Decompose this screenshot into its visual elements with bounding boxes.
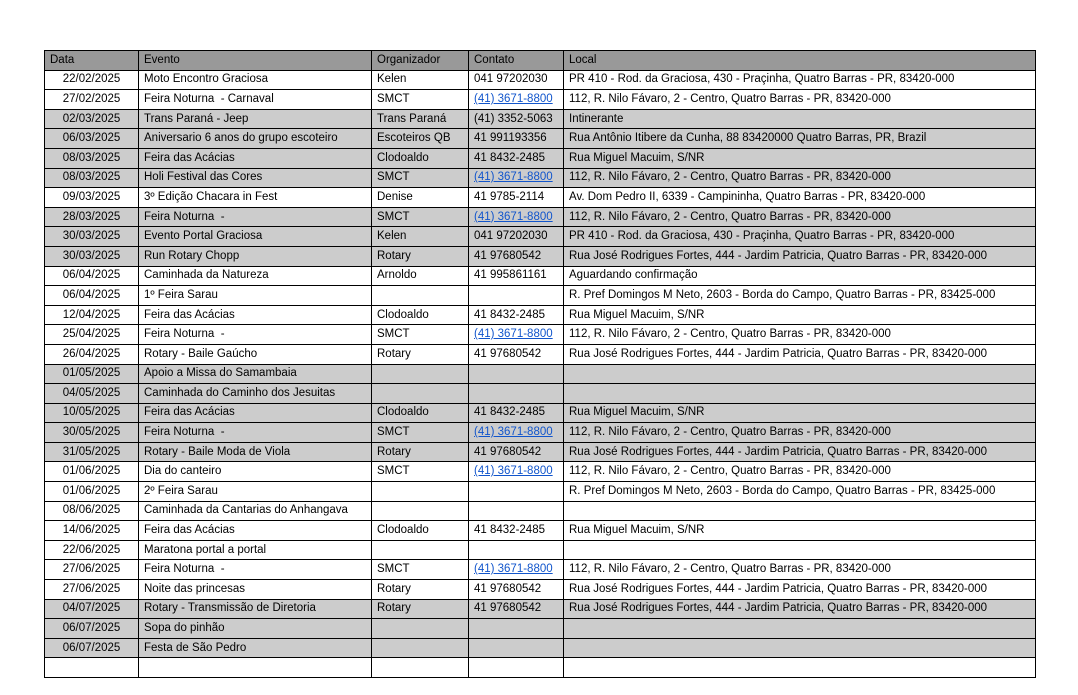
location-cell: Rua Miguel Macuim, S/NR: [564, 148, 1036, 168]
location-cell: [564, 619, 1036, 639]
date-cell: 06/04/2025: [45, 286, 139, 306]
table-row: [45, 70, 1036, 90]
event-cell: Rotary - Baile Moda de Viola: [139, 442, 372, 462]
event-cell: Caminhada do Caminho dos Jesuitas: [139, 384, 372, 404]
contact-cell: [469, 325, 564, 345]
event-cell: 3º Edição Chacara in Fest: [139, 188, 372, 208]
table-row: [45, 325, 1036, 345]
contact-cell: [469, 384, 564, 404]
date-cell: 08/06/2025: [45, 501, 139, 521]
event-cell: Rotary - Transmissão de Diretoria: [139, 599, 372, 619]
date-cell: 27/02/2025: [45, 90, 139, 110]
contact-cell: (41) 3352-5063: [469, 109, 564, 129]
header-evento: Evento: [139, 51, 372, 71]
table-row: [45, 364, 1036, 384]
organizer-cell: SMCT: [372, 325, 469, 345]
organizer-cell: Denise: [372, 188, 469, 208]
table-row: [45, 658, 1036, 678]
table-row: [45, 148, 1036, 168]
location-cell: [564, 501, 1036, 521]
events-table-body: [45, 70, 1036, 677]
table-row: [45, 246, 1036, 266]
table-row: [45, 560, 1036, 580]
organizer-cell: Rotary: [372, 344, 469, 364]
organizer-cell: Rotary: [372, 599, 469, 619]
date-cell: 30/05/2025: [45, 423, 139, 443]
date-cell: 25/04/2025: [45, 325, 139, 345]
event-cell: Apoio a Missa do Samambaia: [139, 364, 372, 384]
contact-cell: 41 8432-2485: [469, 521, 564, 541]
organizer-cell: SMCT: [372, 207, 469, 227]
event-cell: Feira Noturna -: [139, 325, 372, 345]
table-row: [45, 188, 1036, 208]
date-cell: 06/07/2025: [45, 638, 139, 658]
contact-cell: [469, 638, 564, 658]
event-cell: Sopa do pinhão: [139, 619, 372, 639]
date-cell: 08/03/2025: [45, 168, 139, 188]
event-cell: Feira das Acácias: [139, 305, 372, 325]
contact-cell: [469, 462, 564, 482]
event-cell: Moto Encontro Graciosa: [139, 70, 372, 90]
organizer-cell: SMCT: [372, 90, 469, 110]
table-row: [45, 580, 1036, 600]
table-row: [45, 90, 1036, 110]
event-cell: Feira Noturna - Carnaval: [139, 90, 372, 110]
event-cell: Rotary - Baile Gaúcho: [139, 344, 372, 364]
location-cell: [564, 540, 1036, 560]
date-cell: 31/05/2025: [45, 442, 139, 462]
contact-cell: 041 97202030: [469, 227, 564, 247]
location-cell: 112, R. Nilo Fávaro, 2 - Centro, Quatro Barras - PR, 83420-000: [564, 207, 1036, 227]
phone-link[interactable]: (41) 3671-8800: [474, 171, 553, 184]
table-row: [45, 129, 1036, 149]
contact-cell: [469, 501, 564, 521]
date-cell: 30/03/2025: [45, 246, 139, 266]
organizer-cell: [372, 658, 469, 678]
location-cell: 112, R. Nilo Fávaro, 2 - Centro, Quatro Barras - PR, 83420-000: [564, 462, 1036, 482]
organizer-cell: Arnoldo: [372, 266, 469, 286]
date-cell: 22/02/2025: [45, 70, 139, 90]
location-cell: Rua Antônio Itibere da Cunha, 88 83420000 Quatro Barras, PR, Brazil: [564, 129, 1036, 149]
table-row: [45, 344, 1036, 364]
table-row: [45, 619, 1036, 639]
contact-cell: 41 8432-2485: [469, 148, 564, 168]
date-cell: 01/06/2025: [45, 462, 139, 482]
contact-cell: [469, 560, 564, 580]
date-cell: 04/07/2025: [45, 599, 139, 619]
organizer-cell: Rotary: [372, 246, 469, 266]
organizer-cell: Escoteiros QB: [372, 129, 469, 149]
table-row: [45, 501, 1036, 521]
event-cell: Trans Paraná - Jeep: [139, 109, 372, 129]
location-cell: 112, R. Nilo Fávaro, 2 - Centro, Quatro Barras - PR, 83420-000: [564, 325, 1036, 345]
date-cell: 09/03/2025: [45, 188, 139, 208]
date-cell: 01/06/2025: [45, 482, 139, 502]
contact-cell: 41 97680542: [469, 246, 564, 266]
organizer-cell: [372, 540, 469, 560]
event-cell: Caminhada da Natureza: [139, 266, 372, 286]
location-cell: Intinerante: [564, 109, 1036, 129]
table-row: [45, 384, 1036, 404]
date-cell: 10/05/2025: [45, 403, 139, 423]
contact-cell: 41 9785-2114: [469, 188, 564, 208]
date-cell: 02/03/2025: [45, 109, 139, 129]
phone-link[interactable]: (41) 3671-8800: [474, 328, 553, 341]
table-row: [45, 599, 1036, 619]
contact-cell: [469, 540, 564, 560]
location-cell: Rua Miguel Macuim, S/NR: [564, 521, 1036, 541]
header-contato: Contato: [469, 51, 564, 71]
contact-cell: [469, 482, 564, 502]
contact-cell: [469, 207, 564, 227]
phone-link[interactable]: (41) 3671-8800: [474, 210, 553, 223]
date-cell: 28/03/2025: [45, 207, 139, 227]
organizer-cell: SMCT: [372, 462, 469, 482]
contact-cell: [469, 658, 564, 678]
phone-link[interactable]: (41) 3671-8800: [474, 465, 553, 478]
contact-cell: [469, 286, 564, 306]
organizer-cell: [372, 364, 469, 384]
contact-cell: 41 991193356: [469, 129, 564, 149]
contact-cell: 41 97680542: [469, 442, 564, 462]
table-row: [45, 462, 1036, 482]
table-row: [45, 286, 1036, 306]
table-row: [45, 266, 1036, 286]
contact-cell: 041 97202030: [469, 70, 564, 90]
header-local: Local: [564, 51, 1036, 71]
date-cell: 27/06/2025: [45, 560, 139, 580]
contact-cell: 41 97680542: [469, 599, 564, 619]
event-cell: [139, 658, 372, 678]
date-cell: 14/06/2025: [45, 521, 139, 541]
organizer-cell: [372, 384, 469, 404]
location-cell: PR 410 - Rod. da Graciosa, 430 - Praçinha, Quatro Barras - PR, 83420-000: [564, 227, 1036, 247]
date-cell: [45, 658, 139, 678]
table-header-row: [45, 51, 1036, 71]
location-cell: 112, R. Nilo Fávaro, 2 - Centro, Quatro Barras - PR, 83420-000: [564, 90, 1036, 110]
contact-cell: 41 8432-2485: [469, 403, 564, 423]
event-cell: Evento Portal Graciosa: [139, 227, 372, 247]
table-row: [45, 638, 1036, 658]
organizer-cell: SMCT: [372, 560, 469, 580]
event-cell: Feira Noturna -: [139, 207, 372, 227]
contact-cell: 41 97680542: [469, 580, 564, 600]
organizer-cell: [372, 482, 469, 502]
location-cell: Rua José Rodrigues Fortes, 444 - Jardim Patricia, Quatro Barras - PR, 83420-000: [564, 580, 1036, 600]
event-cell: Run Rotary Chopp: [139, 246, 372, 266]
organizer-cell: SMCT: [372, 423, 469, 443]
event-cell: Maratona portal a portal: [139, 540, 372, 560]
table-row: [45, 227, 1036, 247]
table-row: [45, 482, 1036, 502]
event-cell: Feira das Acácias: [139, 403, 372, 423]
location-cell: 112, R. Nilo Fávaro, 2 - Centro, Quatro Barras - PR, 83420-000: [564, 168, 1036, 188]
table-row: [45, 423, 1036, 443]
date-cell: 08/03/2025: [45, 148, 139, 168]
organizer-cell: [372, 619, 469, 639]
date-cell: 26/04/2025: [45, 344, 139, 364]
table-row: [45, 168, 1036, 188]
location-cell: 112, R. Nilo Fávaro, 2 - Centro, Quatro Barras - PR, 83420-000: [564, 423, 1036, 443]
organizer-cell: Clodoaldo: [372, 403, 469, 423]
table-row: [45, 442, 1036, 462]
event-cell: Aniversario 6 anos do grupo escoteiro: [139, 129, 372, 149]
table-row: [45, 540, 1036, 560]
organizer-cell: Kelen: [372, 227, 469, 247]
location-cell: PR 410 - Rod. da Graciosa, 430 - Praçinha, Quatro Barras - PR, 83420-000: [564, 70, 1036, 90]
organizer-cell: SMCT: [372, 168, 469, 188]
organizer-cell: Rotary: [372, 580, 469, 600]
organizer-cell: Clodoaldo: [372, 148, 469, 168]
contact-cell: [469, 423, 564, 443]
date-cell: 27/06/2025: [45, 580, 139, 600]
event-cell: 1º Feira Sarau: [139, 286, 372, 306]
location-cell: Av. Dom Pedro II, 6339 - Campininha, Quatro Barras - PR, 83420-000: [564, 188, 1036, 208]
event-cell: Noite das princesas: [139, 580, 372, 600]
location-cell: 112, R. Nilo Fávaro, 2 - Centro, Quatro Barras - PR, 83420-000: [564, 560, 1036, 580]
event-cell: Dia do canteiro: [139, 462, 372, 482]
date-cell: 06/07/2025: [45, 619, 139, 639]
phone-link[interactable]: (41) 3671-8800: [474, 92, 553, 105]
organizer-cell: [372, 638, 469, 658]
table-row: [45, 403, 1036, 423]
location-cell: Rua José Rodrigues Fortes, 444 - Jardim Patricia, Quatro Barras - PR, 83420-000: [564, 344, 1036, 364]
location-cell: Rua Miguel Macuim, S/NR: [564, 403, 1036, 423]
contact-cell: 41 8432-2485: [469, 305, 564, 325]
organizer-cell: Kelen: [372, 70, 469, 90]
table-row: [45, 521, 1036, 541]
events-table: [44, 50, 1036, 678]
organizer-cell: Rotary: [372, 442, 469, 462]
event-cell: Feira das Acácias: [139, 148, 372, 168]
event-cell: Caminhada da Cantarias do Anhangava: [139, 501, 372, 521]
location-cell: Rua José Rodrigues Fortes, 444 - Jardim Patricia, Quatro Barras - PR, 83420-000: [564, 599, 1036, 619]
contact-cell: [469, 619, 564, 639]
organizer-cell: Clodoaldo: [372, 305, 469, 325]
organizer-cell: Clodoaldo: [372, 521, 469, 541]
table-row: [45, 109, 1036, 129]
organizer-cell: [372, 286, 469, 306]
contact-cell: [469, 168, 564, 188]
header-data: Data: [45, 51, 139, 71]
location-cell: R. Pref Domingos M Neto, 2603 - Borda do Campo, Quatro Barras - PR, 83425-000: [564, 286, 1036, 306]
date-cell: 12/04/2025: [45, 305, 139, 325]
event-cell: Feira Noturna -: [139, 423, 372, 443]
date-cell: 22/06/2025: [45, 540, 139, 560]
location-cell: [564, 638, 1036, 658]
header-organizador: Organizador: [372, 51, 469, 71]
event-cell: Feira Noturna -: [139, 560, 372, 580]
location-cell: [564, 364, 1036, 384]
phone-link[interactable]: (41) 3671-8800: [474, 563, 553, 576]
contact-cell: [469, 90, 564, 110]
organizer-cell: Trans Paraná: [372, 109, 469, 129]
date-cell: 30/03/2025: [45, 227, 139, 247]
table-row: [45, 207, 1036, 227]
location-cell: Rua José Rodrigues Fortes, 444 - Jardim Patricia, Quatro Barras - PR, 83420-000: [564, 246, 1036, 266]
organizer-cell: [372, 501, 469, 521]
location-cell: R. Pref Domingos M Neto, 2603 - Borda do Campo, Quatro Barras - PR, 83425-000: [564, 482, 1036, 502]
location-cell: [564, 384, 1036, 404]
location-cell: Aguardando confirmação: [564, 266, 1036, 286]
phone-link[interactable]: (41) 3671-8800: [474, 426, 553, 439]
contact-cell: 41 97680542: [469, 344, 564, 364]
event-cell: Holi Festival das Cores: [139, 168, 372, 188]
table-row: [45, 305, 1036, 325]
location-cell: [564, 658, 1036, 678]
location-cell: Rua Miguel Macuim, S/NR: [564, 305, 1036, 325]
date-cell: 06/03/2025: [45, 129, 139, 149]
date-cell: 01/05/2025: [45, 364, 139, 384]
date-cell: 04/05/2025: [45, 384, 139, 404]
contact-cell: 41 995861161: [469, 266, 564, 286]
contact-cell: [469, 364, 564, 384]
location-cell: Rua José Rodrigues Fortes, 444 - Jardim Patricia, Quatro Barras - PR, 83420-000: [564, 442, 1036, 462]
date-cell: 06/04/2025: [45, 266, 139, 286]
event-cell: Festa de São Pedro: [139, 638, 372, 658]
event-cell: Feira das Acácias: [139, 521, 372, 541]
event-cell: 2º Feira Sarau: [139, 482, 372, 502]
